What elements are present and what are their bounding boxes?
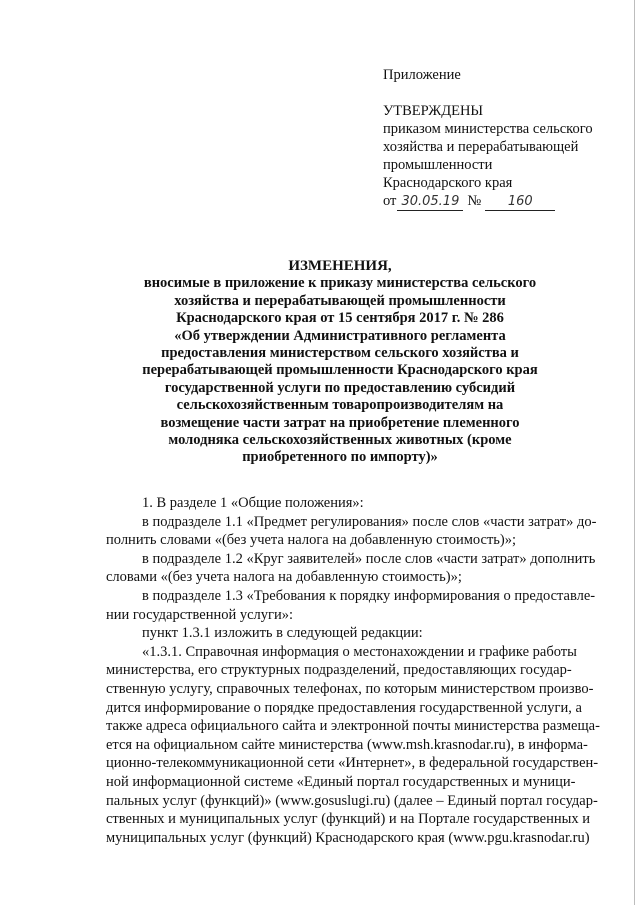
body-line: ционно-телекоммуникационной сети «Интернет», в федеральной государствен-: [106, 755, 599, 772]
body-line: в подразделе 1.2 «Круг заявителей» после слов «части затрат» дополнить: [142, 550, 596, 567]
approval-line: промышленности: [383, 157, 493, 173]
body-line: пальных услуг (функций)» (www.gosuslugi.ru) (далее – Единый портал государ-: [106, 792, 598, 809]
body-line: муниципальных услуг (функций) Краснодарского края (www.pgu.krasnodar.ru): [106, 829, 590, 846]
title-line: перерабатывающей промышленности Краснодарского края: [142, 362, 538, 379]
body-line: в подразделе 1.1 «Предмет регулирования» после слов «части затрат» до-: [142, 513, 597, 530]
from-prefix: от: [383, 193, 397, 209]
appendix-label: Приложение: [383, 67, 461, 83]
body-line: в подразделе 1.3 «Требования к порядку информирования о предоставле-: [142, 587, 596, 604]
title-line: государственной услуги по предоставлению субсидий: [164, 379, 516, 396]
approval-line: Краснодарского края: [383, 175, 513, 191]
body-line: также адреса официального сайта и электронной почты министерства размеща-: [106, 718, 600, 735]
title-line: сельскохозяйственным товаропроизводителям на: [176, 397, 504, 414]
handwritten-date: 30.05.19: [397, 194, 463, 211]
body-line: дится информирование о порядке предоставления государственной услуги, а: [106, 699, 582, 716]
body-line: ственную услугу, справочных телефонах, по которым министерством произво-: [106, 680, 594, 697]
approved-heading: УТВЕРЖДЕНЫ: [383, 103, 484, 119]
approval-block: [383, 66, 623, 211]
title-line: молодняка сельскохозяйственных животных (кроме: [168, 432, 512, 449]
body-line: пункт 1.3.1 изложить в следующей редакции:: [142, 625, 423, 642]
document-body: [106, 494, 610, 847]
document-title: [90, 258, 590, 467]
body-line: министерства, его структурных подразделений, предоставляющих государ-: [106, 662, 572, 679]
handwritten-number: 160: [485, 194, 555, 211]
title-line: «Об утверждении Административного регламента: [174, 327, 506, 344]
title-line: возмещение части затрат на приобретение племенного: [160, 414, 520, 431]
body-line: нии государственной услуги»:: [106, 606, 294, 623]
title-heading: ИЗМЕНЕНИЯ,: [288, 258, 392, 274]
page-edge-line: [634, 0, 635, 905]
approval-line: приказом министерства сельского: [383, 121, 593, 137]
body-line: полнить словами «(без учета налога на добавленную стоимость)»;: [106, 532, 517, 549]
title-line: вносимые в приложение к приказу министерства сельского: [143, 275, 537, 292]
body-line: «1.3.1. Справочная информация о местонахождении и графике работы: [142, 643, 577, 660]
number-sign: №: [467, 193, 482, 209]
body-line: словами «(без учета налога на добавленную стоимость)»;: [106, 569, 462, 586]
title-line: Краснодарского края от 15 сентября 2017 г. № 286: [176, 310, 504, 327]
body-line: ется на официальном сайте министерства (www.msh.krasnodar.ru), в информа-: [106, 736, 588, 753]
body-line: ственных и муниципальных услуг (функций) и на Портале государственных и: [106, 811, 590, 828]
approval-line: хозяйства и перерабатывающей: [383, 139, 579, 155]
title-line: хозяйства и перерабатывающей промышленности: [174, 292, 506, 309]
order-date-number: [383, 192, 623, 211]
title-line: приобретенного по импорту)»: [242, 449, 438, 466]
body-line: 1. В разделе 1 «Общие положения»:: [142, 495, 364, 511]
title-line: предоставления министерством сельского хозяйства и: [161, 345, 519, 362]
body-line: ной информационной системе «Единый портал государственных и муници-: [106, 773, 576, 790]
